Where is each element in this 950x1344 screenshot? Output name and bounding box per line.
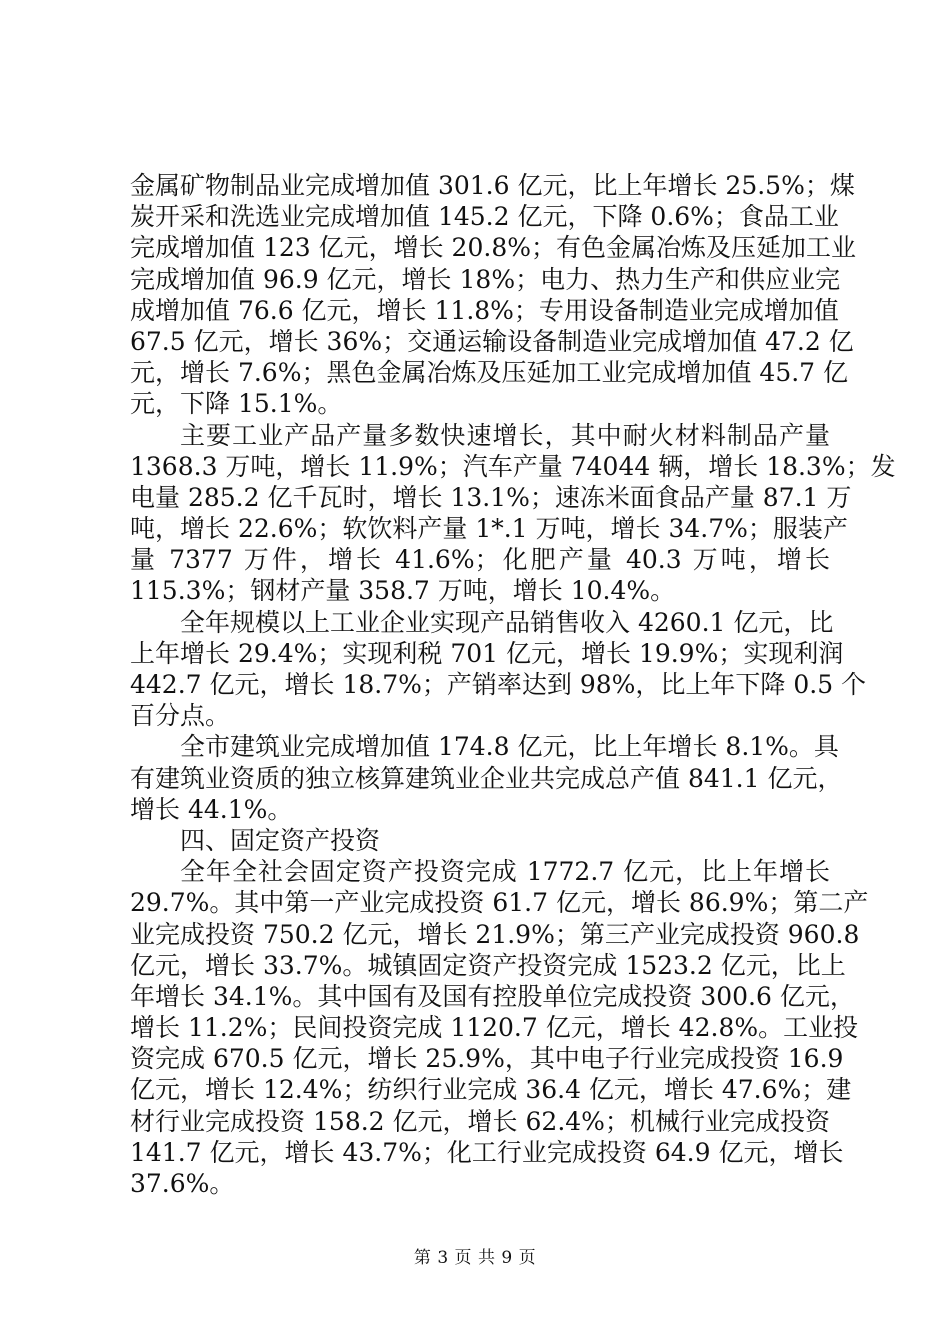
text-line: 百分点。 <box>130 701 231 731</box>
text-line: 业完成投资 750.2 亿元，增长 21.9%；第三产业完成投资 960.8 <box>130 919 860 949</box>
page-number-footer: 第 3 页 共 9 页 <box>413 1248 537 1268</box>
section-heading: 四、固定资产投资 <box>180 825 381 855</box>
text-line: 1368.3 万吨，增长 11.9%；汽车产量 74044 辆，增长 18.3%；发 <box>130 451 896 481</box>
document-body <box>130 170 896 1199</box>
text-line: 增长 11.2%；民间投资完成 1120.7 亿元，增长 42.8%。工业投 <box>130 1013 859 1043</box>
text-line: 年增长 34.1%。其中国有及国有控股单位完成投资 300.6 亿元， <box>130 981 855 1011</box>
text-line: 亿元，增长 33.7%。城镇固定资产投资完成 1523.2 亿元，比上 <box>130 950 846 980</box>
text-line: 上年增长 29.4%；实现利税 701 亿元，增长 19.9%；实现利润 <box>130 638 844 668</box>
text-line: 141.7 亿元，增长 43.7%；化工行业完成投资 64.9 亿元，增长 <box>130 1137 844 1167</box>
text-line: 炭开采和洗选业完成增加值 145.2 亿元，下降 0.6%；食品工业 <box>130 202 839 232</box>
text-line: 全年全社会固定资产投资完成 1772.7 亿元，比上年增长 <box>180 857 830 887</box>
paragraph-construction <box>130 731 843 825</box>
text-line: 115.3%；钢材产量 358.7 万吨，增长 10.4%。 <box>130 576 676 606</box>
text-line: 成增加值 76.6 亿元，增长 11.8%；专用设备制造业完成增加值 <box>130 295 839 325</box>
text-line: 67.5 亿元，增长 36%；交通运输设备制造业完成增加值 47.2 亿 <box>130 326 854 356</box>
text-line: 37.6%。 <box>130 1169 235 1198</box>
text-line: 增长 44.1%。 <box>130 794 293 824</box>
text-line: 完成增加值 123 亿元，增长 20.8%；有色金属冶炼及压延加工业 <box>130 233 856 263</box>
text-line: 亿元，增长 12.4%；纺织行业完成 36.4 亿元，增长 47.6%；建 <box>130 1075 852 1105</box>
text-line: 电量 285.2 亿千瓦时，增长 13.1%；速冻米面食品产量 87.1 万 <box>130 482 852 512</box>
section-heading-fixed-asset-investment <box>130 825 830 856</box>
text-line: 全年规模以上工业企业实现产品销售收入 4260.1 亿元，比 <box>180 607 834 637</box>
text-line: 材行业完成投资 158.2 亿元，增长 62.4%；机械行业完成投资 <box>130 1106 830 1136</box>
text-line: 29.7%。其中第一产业完成投资 61.7 亿元，增长 86.9%；第二产 <box>130 888 869 918</box>
text-line: 吨，增长 22.6%；软饮料产量 1*.1 万吨，增长 34.7%；服装产 <box>130 514 848 544</box>
text-line: 元，下降 15.1%。 <box>130 389 343 419</box>
text-line: 主要工业产品产量多数快速增长，其中耐火材料制品产量 <box>180 420 830 450</box>
paragraph-industry-value-added <box>130 170 856 420</box>
text-line: 完成增加值 96.9 亿元，增长 18%；电力、热力生产和供应业完 <box>130 264 841 294</box>
paragraph-sales-revenue <box>130 607 867 732</box>
text-line: 量 7377 万件，增长 41.6%；化肥产量 40.3 万吨，增长 <box>130 545 830 575</box>
text-line: 元，增长 7.6%；黑色金属冶炼及压延加工业完成增加值 45.7 亿 <box>130 358 849 388</box>
text-line: 有建筑业资质的独立核算建筑业企业共完成总产值 841.1 亿元， <box>130 763 843 793</box>
paragraph-fixed-asset-investment <box>130 856 869 1199</box>
text-line: 全市建筑业完成增加值 174.8 亿元，比上年增长 8.1%。具 <box>180 732 839 762</box>
text-line: 资完成 670.5 亿元，增长 25.9%，其中电子行业完成投资 16.9 <box>130 1044 844 1074</box>
text-line: 金属矿物制品业完成增加值 301.6 亿元，比上年增长 25.5%；煤 <box>130 171 855 200</box>
text-line: 442.7 亿元，增长 18.7%；产销率达到 98%，比上年下降 0.5 个 <box>130 670 867 699</box>
paragraph-industrial-products <box>130 420 896 607</box>
